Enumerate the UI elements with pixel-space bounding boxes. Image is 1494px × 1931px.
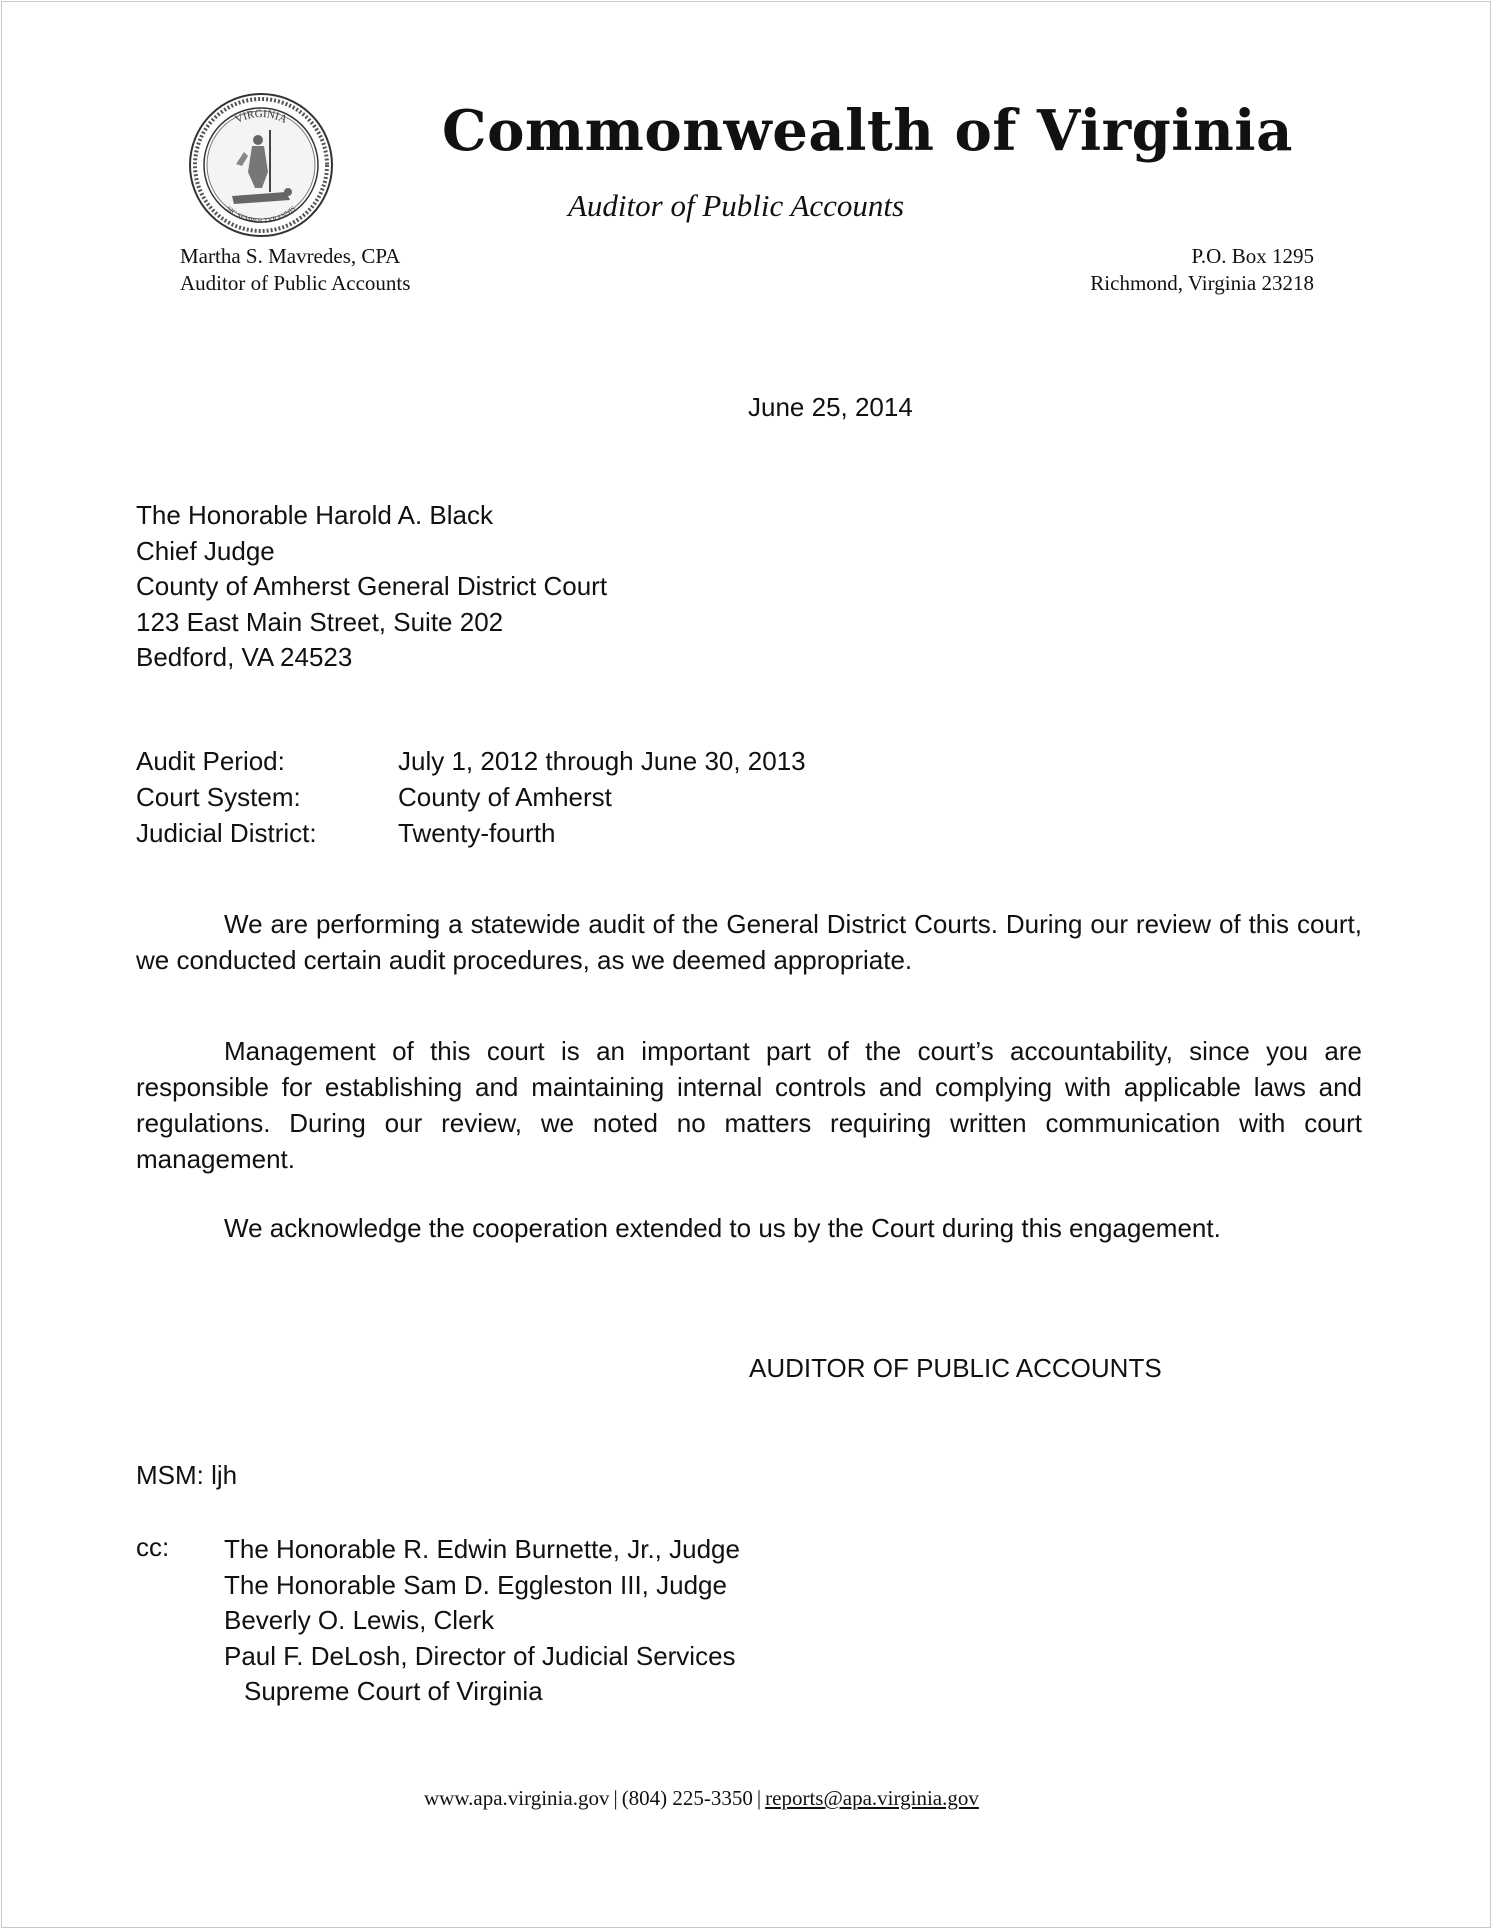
- footer: [424, 1786, 979, 1811]
- footer-phone: (804) 225-3350: [621, 1786, 753, 1810]
- cc-item: The Honorable Sam D. Eggleston III, Judge: [224, 1569, 727, 1600]
- letter-page: [1, 1, 1491, 1928]
- recipient-block: [136, 498, 607, 676]
- audit-info-value: Twenty-fourth: [398, 818, 556, 848]
- sender-name: Martha S. Mavredes, CPA: [180, 244, 401, 268]
- cc-item: Beverly O. Lewis, Clerk: [224, 1605, 495, 1635]
- letter-date: June 25, 2014: [748, 392, 913, 422]
- footer-email-link[interactable]: reports@apa.virginia.gov: [765, 1786, 979, 1810]
- audit-info-label: Judicial District:: [136, 818, 317, 848]
- recipient-line: County of Amherst General District Court: [136, 571, 608, 601]
- recipient-line: Bedford, VA 24523: [136, 642, 353, 672]
- cc-item: Paul F. DeLosh, Director of Judicial Services: [224, 1640, 736, 1671]
- audit-info-label: Court System:: [136, 782, 301, 812]
- recipient-line: 123 East Main Street, Suite 202: [136, 606, 504, 637]
- audit-info-label: Audit Period:: [136, 746, 285, 776]
- seal-motto-text: SIC SEMPER TYRANNIS: [224, 204, 298, 226]
- virginia-seal-icon: [188, 92, 334, 238]
- audit-info-value: July 1, 2012 through June 30, 2013: [398, 746, 806, 776]
- address-po-box: P.O. Box 1295: [1191, 244, 1314, 268]
- cc-list: [224, 1532, 740, 1710]
- cc-item: Supreme Court of Virginia: [244, 1676, 543, 1706]
- letterhead-title: Commonwealth of Virginia: [442, 98, 1293, 164]
- seal-top-text: VIRGINIA: [233, 107, 289, 126]
- footer-website: www.apa.virginia.gov: [424, 1786, 610, 1810]
- signature-block: AUDITOR OF PUBLIC ACCOUNTS: [749, 1353, 1162, 1383]
- footer-separator: |: [756, 1786, 762, 1810]
- address-city: Richmond, Virginia 23218: [1090, 271, 1314, 295]
- letterhead-subtitle: Auditor of Public Accounts: [568, 188, 905, 223]
- body-paragraph: Management of this court is an important part of the court’s accountability, since you are responsible for establishing and maintaining internal controls and complying with applicable laws and regulations. During our review, we noted no matters requiring written communication with court management.: [136, 1036, 1362, 1174]
- cc-label: cc:: [136, 1532, 170, 1562]
- body-paragraph: We acknowledge the cooperation extended to us by the Court during this engagement.: [224, 1213, 1221, 1243]
- audit-info-value: County of Amherst: [398, 782, 612, 812]
- recipient-line: Chief Judge: [136, 535, 275, 566]
- footer-separator: |: [613, 1786, 618, 1810]
- sender-title: Auditor of Public Accounts: [180, 271, 411, 295]
- recipient-line: The Honorable Harold A. Black: [136, 500, 493, 530]
- body-paragraph: We are performing a statewide audit of the General District Courts. During our review of this court, we conducted certain audit procedures, as we deemed appropriate.: [136, 909, 1362, 975]
- letterhead-address: [1090, 243, 1314, 297]
- letterhead-sender: [180, 243, 410, 297]
- cc-item: The Honorable R. Edwin Burnette, Jr., Judge: [224, 1534, 740, 1564]
- reference-initials: MSM: ljh: [136, 1460, 238, 1490]
